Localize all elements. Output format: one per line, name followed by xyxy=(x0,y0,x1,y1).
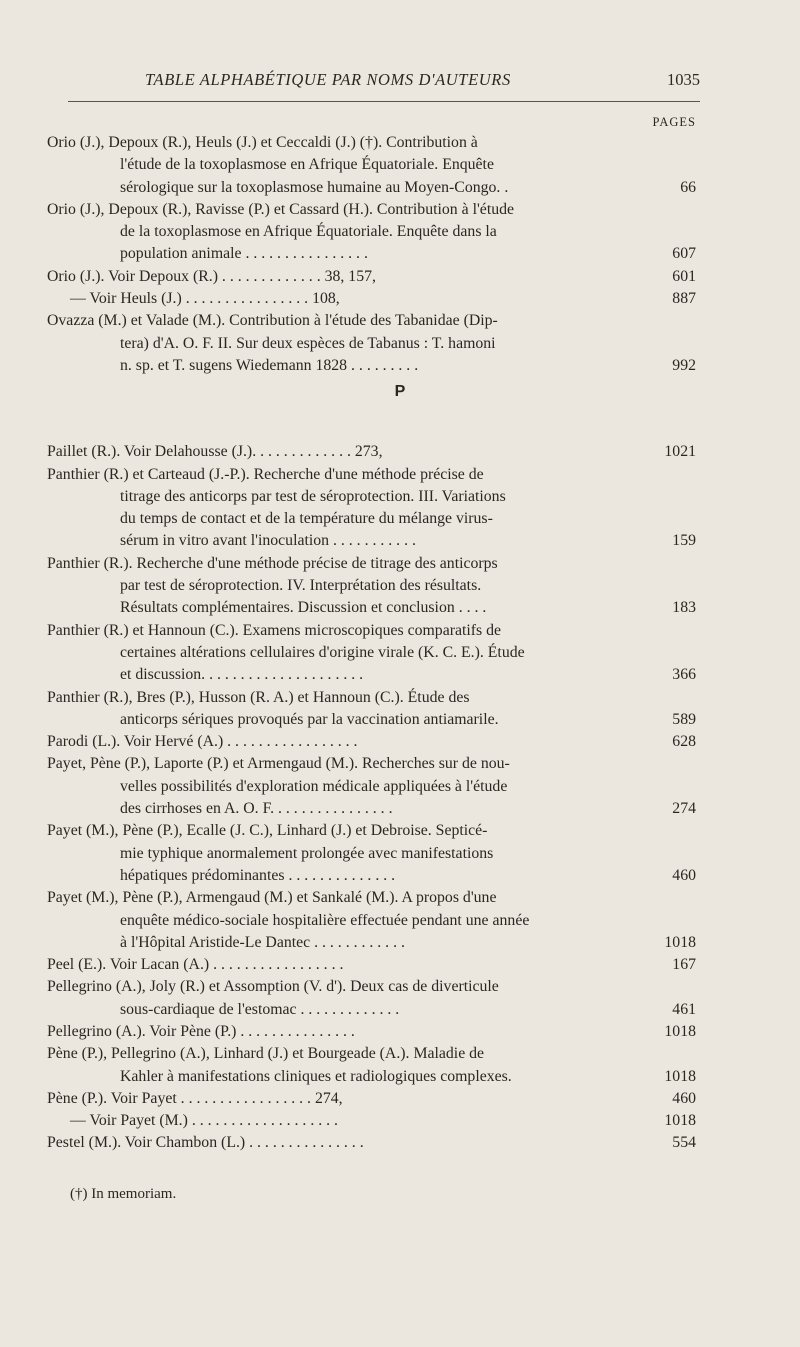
entry-text: mie typhique anormalement prolongée avec manifestations xyxy=(120,844,494,862)
entry-text: Paillet (R.). Voir Delahousse (J.). . . . . . . . . . . . . 273, xyxy=(47,443,383,461)
page-reference: 460 xyxy=(666,1088,696,1110)
index-entry xyxy=(0,441,800,463)
pages-column-label: PAGES xyxy=(652,115,696,129)
entry-line xyxy=(0,954,800,976)
entry-line xyxy=(0,843,800,865)
index-entry xyxy=(0,687,800,732)
page-reference: 66 xyxy=(674,177,696,199)
index-entry xyxy=(0,887,800,954)
page-reference: 366 xyxy=(666,664,696,686)
index-entry xyxy=(0,132,800,199)
running-title: TABLE ALPHABÉTIQUE PAR NOMS D'AUTEURS xyxy=(145,70,511,89)
entry-text: Panthier (R.) et Hannoun (C.). Examens microscopiques comparatifs de xyxy=(47,621,502,639)
entry-text: par test de séroprotection. IV. Interprétation des résultats. xyxy=(120,577,482,595)
index-entries xyxy=(0,132,800,1155)
entry-line xyxy=(0,1043,800,1065)
entry-line xyxy=(0,177,800,199)
page-reference: 1018 xyxy=(658,1110,696,1132)
index-entry xyxy=(0,820,800,887)
running-header xyxy=(145,70,700,100)
index-entry xyxy=(0,1088,800,1110)
entry-text: certaines altérations cellulaires d'origine virale (K. C. E.). Étude xyxy=(120,643,525,661)
entry-line xyxy=(0,687,800,709)
entry-line xyxy=(0,199,800,221)
entry-text: du temps de contact et de la température du mélange virus- xyxy=(120,510,493,528)
entry-text: Résultats complémentaires. Discussion et conclusion . . . . xyxy=(120,599,487,617)
entry-line xyxy=(0,642,800,664)
entry-text: Pellegrino (A.), Joly (R.) et Assomption (V. d'). Deux cas de diverticule xyxy=(47,978,499,996)
page-reference: 183 xyxy=(666,597,696,619)
page-reference: 1018 xyxy=(658,1066,696,1088)
entry-line xyxy=(0,310,800,332)
entry-line xyxy=(0,1110,800,1132)
entry-text: anticorps sériques provoqués par la vaccination antiamarile. xyxy=(120,710,499,728)
entry-line xyxy=(0,865,800,887)
entry-text: de la toxoplasmose en Afrique Équatoriale. Enquête dans la xyxy=(120,223,497,241)
entry-line xyxy=(0,508,800,530)
entry-line xyxy=(0,910,800,932)
index-entry xyxy=(0,310,800,377)
entry-text: velles possibilités d'exploration médicale appliquées à l'étude xyxy=(120,777,508,795)
entry-line xyxy=(0,530,800,552)
entry-line xyxy=(0,221,800,243)
entry-text: titrage des anticorps par test de séroprotection. III. Variations xyxy=(120,487,506,505)
page-reference: 992 xyxy=(666,355,696,377)
entry-line xyxy=(0,597,800,619)
entry-text: tera) d'A. O. F. II. Sur deux espèces de Tabanus : T. hamoni xyxy=(120,334,496,352)
entry-text: hépatiques prédominantes . . . . . . . . . . . . . . xyxy=(120,866,396,884)
entry-line xyxy=(0,243,800,265)
header-rule xyxy=(68,101,700,102)
index-entry xyxy=(0,1132,800,1154)
entry-text: Orio (J.), Depoux (R.), Ravisse (P.) et Cassard (H.). Contribution à l'étude xyxy=(47,200,515,218)
entry-text: l'étude de la toxoplasmose en Afrique Équatoriale. Enquête xyxy=(120,156,494,174)
entry-text: à l'Hôpital Aristide-Le Dantec . . . . . . . . . . . . xyxy=(120,933,405,951)
entry-text: Orio (J.), Depoux (R.), Heuls (J.) et Ceccaldi (J.) (†). Contribution à xyxy=(47,134,478,151)
entry-text: Parodi (L.). Voir Hervé (A.) . . . . . . . . . . . . . . . . . xyxy=(47,733,358,751)
index-entry xyxy=(0,753,800,820)
index-entry xyxy=(0,731,800,753)
index-entry xyxy=(0,1110,800,1132)
page-reference: 460 xyxy=(666,865,696,887)
page-reference: 601 xyxy=(666,266,696,288)
entries-letter-p xyxy=(0,441,800,1155)
entry-line xyxy=(0,620,800,642)
entry-text: Peel (E.). Voir Lacan (A.) . . . . . . . . . . . . . . . . . xyxy=(47,956,344,974)
entry-text: Pellegrino (A.). Voir Pène (P.) . . . . . . . . . . . . . . . xyxy=(47,1022,355,1040)
entry-line xyxy=(0,887,800,909)
entry-text: Payet (M.), Pène (P.), Armengaud (M.) et Sankalé (M.). A propos d'une xyxy=(47,889,497,907)
entry-line xyxy=(0,333,800,355)
index-entry xyxy=(0,464,800,553)
entry-text: Payet, Pène (P.), Laporte (P.) et Armengaud (M.). Recherches sur de nou- xyxy=(47,755,510,773)
entry-text: Ovazza (M.) et Valade (M.). Contribution à l'étude des Tabanidae (Dip- xyxy=(47,312,498,330)
entry-text: sérum in vitro avant l'inoculation . . . . . . . . . . . xyxy=(120,532,416,550)
entry-line xyxy=(0,776,800,798)
entry-line xyxy=(0,798,800,820)
entry-text: Payet (M.), Pène (P.), Ecalle (J. C.), Linhard (J.) et Debroise. Septicé- xyxy=(47,822,488,840)
entry-line xyxy=(0,486,800,508)
entry-line xyxy=(0,709,800,731)
index-entry xyxy=(0,266,800,288)
entry-line xyxy=(0,664,800,686)
page-reference: 1018 xyxy=(658,1021,696,1043)
entry-line xyxy=(0,932,800,954)
entry-text: et discussion. . . . . . . . . . . . . . . . . . . . . xyxy=(120,666,364,684)
page-reference: 461 xyxy=(666,999,696,1021)
entry-line xyxy=(0,132,800,154)
index-entry xyxy=(0,954,800,976)
entry-line xyxy=(0,355,800,377)
entry-line xyxy=(0,999,800,1021)
entry-text: population animale . . . . . . . . . . . . . . . . xyxy=(120,245,368,263)
entry-text: sous-cardiaque de l'estomac . . . . . . . . . . . . . xyxy=(120,1000,400,1018)
entry-text: Panthier (R.), Bres (P.), Husson (R. A.) et Hannoun (C.). Étude des xyxy=(47,688,470,706)
page-reference: 589 xyxy=(666,709,696,731)
footnote: (†) In memoriam. xyxy=(70,1186,177,1202)
index-entry xyxy=(0,553,800,620)
index-entry xyxy=(0,1021,800,1043)
index-entry xyxy=(0,1043,800,1088)
entry-line xyxy=(0,753,800,775)
entry-line xyxy=(0,1132,800,1154)
entry-line xyxy=(0,1066,800,1088)
entry-text: Pène (P.), Pellegrino (A.), Linhard (J.) et Bourgeade (A.). Maladie de xyxy=(47,1045,485,1063)
page-reference: 1018 xyxy=(658,932,696,954)
page-reference: 628 xyxy=(666,731,696,753)
entry-text: Kahler à manifestations cliniques et radiologiques complexes. xyxy=(120,1067,512,1085)
entry-text: Orio (J.). Voir Depoux (R.) . . . . . . . . . . . . . 38, 157, xyxy=(47,267,376,285)
entry-text: enquête médico-sociale hospitalière effectuée pendant une année xyxy=(120,911,530,929)
index-entry xyxy=(0,288,800,310)
index-entry xyxy=(0,199,800,266)
entry-text: Pestel (M.). Voir Chambon (L.) . . . . . . . . . . . . . . . xyxy=(47,1134,364,1152)
section-letter: P xyxy=(394,383,406,401)
entry-line xyxy=(0,1088,800,1110)
entry-line xyxy=(0,464,800,486)
page-reference: 607 xyxy=(666,243,696,265)
entry-line xyxy=(0,288,800,310)
page-reference: 167 xyxy=(666,954,696,976)
page-reference: 1021 xyxy=(658,441,696,463)
entry-line xyxy=(0,731,800,753)
entry-text: des cirrhoses en A. O. F. . . . . . . . . . . . . . . . xyxy=(120,800,393,818)
entries-letter-o xyxy=(0,132,800,377)
page-reference: 274 xyxy=(666,798,696,820)
entry-line xyxy=(0,1021,800,1043)
entry-line xyxy=(0,553,800,575)
entry-text: n. sp. et T. sugens Wiedemann 1828 . . . . . . . . . xyxy=(120,356,419,374)
entry-text: Panthier (R.). Recherche d'une méthode précise de titrage des anticorps xyxy=(47,554,498,572)
entry-line xyxy=(0,820,800,842)
entry-text: Panthier (R.) et Carteaud (J.-P.). Recherche d'une méthode précise de xyxy=(47,465,484,483)
index-entry xyxy=(0,976,800,1021)
entry-line xyxy=(0,441,800,463)
index-entry xyxy=(0,620,800,687)
entry-line xyxy=(0,266,800,288)
entry-text: sérologique sur la toxoplasmose humaine au Moyen-Congo. . xyxy=(120,178,509,196)
entry-text: — Voir Heuls (J.) . . . . . . . . . . . . . . . . 108, xyxy=(70,290,340,308)
page-reference: 159 xyxy=(666,530,696,552)
entry-line xyxy=(0,976,800,998)
entry-text: Pène (P.). Voir Payet . . . . . . . . . . . . . . . . . 274, xyxy=(47,1089,343,1107)
entry-line xyxy=(0,154,800,176)
page-reference: 554 xyxy=(666,1132,696,1154)
entry-text: — Voir Payet (M.) . . . . . . . . . . . . . . . . . . . xyxy=(70,1112,338,1130)
page-reference: 887 xyxy=(666,288,696,310)
entry-line xyxy=(0,575,800,597)
page-number: 1035 xyxy=(667,70,700,89)
